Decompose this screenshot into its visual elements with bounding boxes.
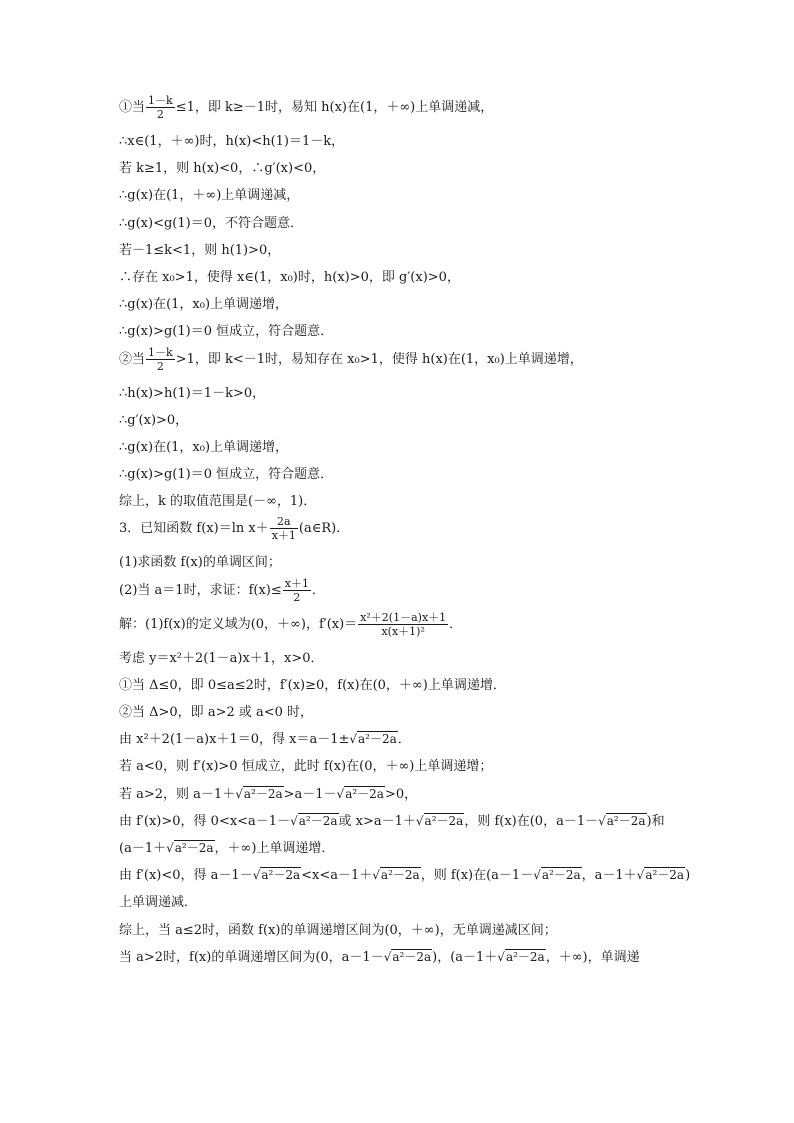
text-line: (1)求函数 f(x)的单调区间； <box>119 555 281 571</box>
sqrt-expression: √a²－2a <box>372 868 420 883</box>
sqrt-expression: √a²－2a <box>252 868 301 883</box>
sqrt-expression: √a²－2a <box>415 813 464 828</box>
text-line: ∴g(x)在(1，x₀)上单调递增， <box>119 439 289 455</box>
text-line: ∴x∈(1，＋∞)时，h(x)<h(1)＝1－k， <box>119 134 345 149</box>
text-line: 若－1≤k<1，则 h(1)>0， <box>119 242 281 258</box>
fraction: $\frac{x+1}{2}$ <box>284 576 309 604</box>
solution-text <box>119 94 691 971</box>
text-line: ②当 $\frac{1-k}{2}$ >1，即 k<－1时，易知存在 x₀>1，使得 h(x)在(1，x₀)上单调递增， <box>119 345 583 373</box>
text-line: 当 a>2时，f(x)的单调递增区间为(0，a－1－√a²－2a)，(a－1＋√a²－2a，＋∞)，单调递 <box>119 949 640 965</box>
text-line: 由 x²＋2(1－a)x＋1＝0，得 x＝a－1±√a²－2a． <box>119 732 411 748</box>
text-line: ∴g(x)>g(1)＝0 恒成立，符合题意． <box>119 467 334 483</box>
sqrt-expression: √a²－2a <box>497 949 545 964</box>
sqrt-expression: √a²－2a <box>235 786 283 801</box>
text-line: 若 a<0，则 f′(x)>0 恒成立，此时 f(x)在(0，＋∞)上单调递增； <box>119 759 493 775</box>
fraction: $\frac{1-k}{2}$ <box>148 345 173 373</box>
text-line: 由 f′(x)<0，得 a－1－√a²－2a<x<a－1＋√a²－2a，则 f(x)在(a－1－√a²－2a，a－1＋√a²－2a) <box>119 868 691 884</box>
text-line: ∴存在 x₀>1，使得 x∈(1，x₀)时，h(x)>0，即 g′(x)>0， <box>119 269 460 285</box>
text-line: 上单调递减． <box>119 895 198 911</box>
text-line: ∴g′(x)>0， <box>119 412 189 428</box>
fraction: $\frac{2a}{x+1}$ <box>271 515 296 543</box>
text-line: 由 f′(x)>0，得 0<x<a－1－√a²－2a或 x>a－1＋√a²－2a，则 f(x)在(0，a－1－√a²－2a)和 <box>119 813 665 829</box>
sqrt-expression: √a²－2a <box>636 868 685 883</box>
sqrt-expression: √a²－2a <box>290 813 338 828</box>
text-line: ∴g(x)>g(1)＝0 恒成立，符合题意． <box>119 324 334 340</box>
sqrt-expression: √a²－2a <box>349 732 397 747</box>
text-line: 若 k≥1，则 h(x)<0，∴g′(x)<0， <box>119 161 326 177</box>
text-line: 若 a>2，则 a－1＋√a²－2a>a－1－√a²－2a>0， <box>119 786 418 802</box>
sqrt-expression: √a²－2a <box>598 813 646 828</box>
text-line: ②当 Δ>0，即 a>2 或 a<0 时， <box>119 705 314 720</box>
text-line: ∴g(x)在(1，x₀)上单调递增， <box>119 297 289 313</box>
text-line: 考虑 y＝x²＋2(1－a)x＋1，x>0． <box>119 650 324 666</box>
text-line: ①当 $\frac{1-k}{2}$ ≤1，即 k≥－1时，易知 h(x)在(1，＋∞)上单调递减， <box>119 94 494 121</box>
fraction: $\frac{1-k}{2}$ <box>148 94 173 121</box>
text-line: (a－1＋√a²－2a，＋∞)上单调递增． <box>119 840 335 856</box>
text-line: 综上，当 a≤2时，函数 f(x)的单调递增区间为(0，＋∞)，无单调递减区间； <box>119 922 557 938</box>
text-line: (2)当 a＝1时，求证：f(x)≤ $\frac{x+1}{2}$ ． <box>119 576 325 604</box>
text-line: ∴h(x)>h(1)＝1－k>0， <box>119 385 266 401</box>
text-line: ∴g(x)<g(1)＝0，不符合题意． <box>119 215 303 231</box>
sqrt-expression: √a²－2a <box>166 840 214 855</box>
text-line: ∴g(x)在(1，＋∞)上单调递减， <box>119 188 300 204</box>
sqrt-expression: √a²－2a <box>383 949 432 964</box>
text-line: ①当 Δ≤0，即 0≤a≤2时，f′(x)≥0，f(x)在(0，＋∞)上单调递增． <box>119 677 506 693</box>
sqrt-expression: √a²－2a <box>336 786 384 801</box>
text-line: 3．已知函数 f(x)＝ln x＋ $\frac{2a}{x+1}$ (a∈R)． <box>119 515 350 543</box>
fraction: $\frac{\text{x²＋2(1－a)x＋1}}{\text{x(x＋1)²}}$ <box>360 610 447 638</box>
sqrt-expression: √a²－2a <box>533 868 581 883</box>
text-line: 综上，k 的取值范围是(－∞，1)． <box>119 494 317 510</box>
text-line: 解：(1)f(x)的定义域为(0，＋∞)，f′(x)＝ $\frac{\text{x²＋2(1－a)x＋1}}{\text{x(x＋1)²}}$ ． <box>119 610 463 638</box>
